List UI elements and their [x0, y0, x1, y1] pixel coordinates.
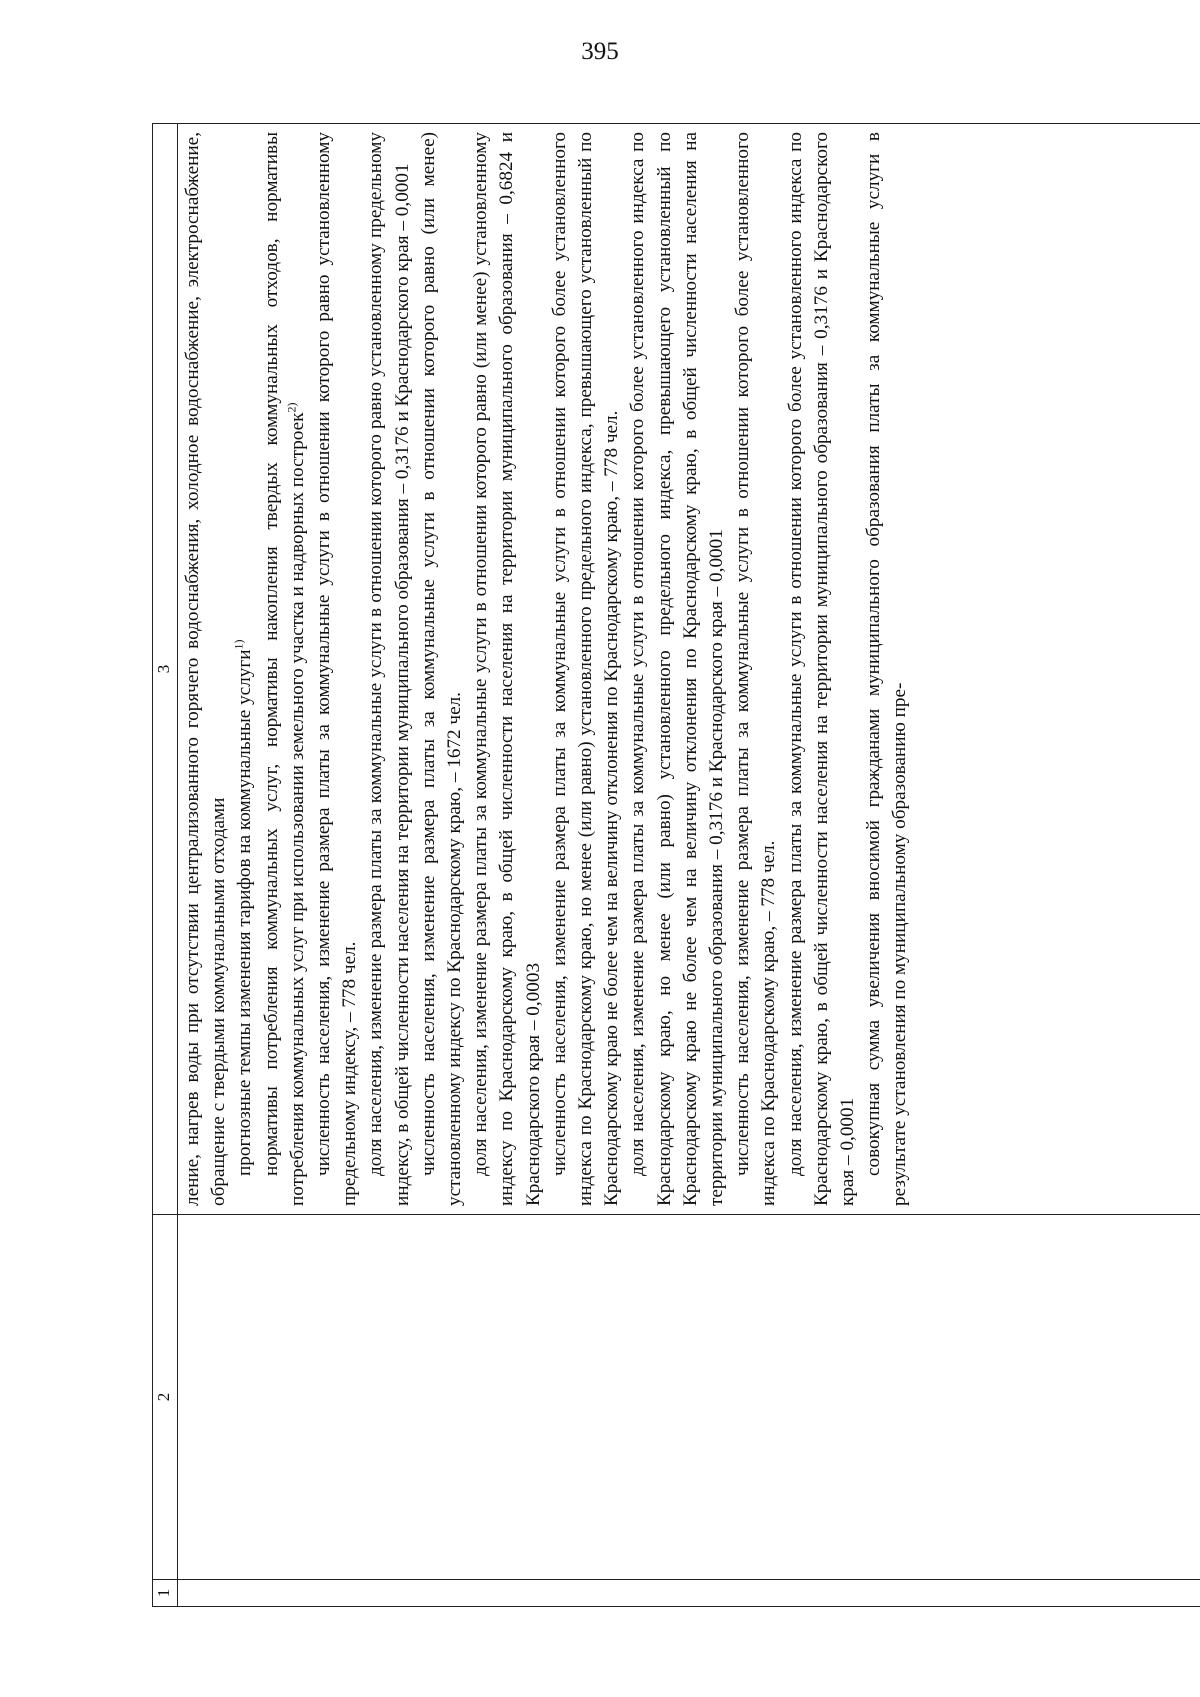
- text-paragraph: [625, 132, 730, 1206]
- text-paragraph: [783, 132, 862, 1206]
- header-col-2: 2: [153, 1215, 178, 1580]
- header-col-1: 1: [153, 1580, 178, 1607]
- cell-col-2: [178, 1215, 1200, 1580]
- text-paragraph: [232, 132, 258, 1206]
- paragraph-text: доля населения, изменение размера платы за коммунальные услуги в отношении которого более установленного индекса по Краснодарскому краю, но менее (или равно) установленного предельного индекса, превышающего установленный по Краснодарскому краю не более чем на величину отклонения по Краснодарскому краю, в общей численности населения на территории муниципального образования – 0,3176 и Краснодарского края – 0,0001: [627, 132, 728, 1206]
- text-paragraph: [730, 132, 782, 1206]
- text-paragraph: [861, 132, 913, 1206]
- paragraph-text: доля населения, изменение размера платы за коммунальные услуги в отношении которого равно установленному предельному индексу, в общей численности населения на территории муниципального образования – 0,3176 и Краснодарского края – 0,0001: [365, 132, 413, 1206]
- text-paragraph: [547, 132, 626, 1206]
- text-paragraph: [416, 132, 468, 1206]
- table-header-row: [153, 124, 178, 1607]
- paragraph-text: численность населения, изменение размера платы за коммунальные услуги в отношении которого более установленного индекса по Краснодарскому краю, – 778 чел.: [732, 132, 780, 1206]
- table-row: [178, 124, 1200, 1607]
- rotated-table-container: [152, 127, 1200, 1607]
- paragraph-text: численность населения, изменение размера платы за коммунальные услуги в отношении которого равно установленному предельному индексу, – 778 чел.: [313, 132, 361, 1206]
- paragraph-text: численность населения, изменение размера платы за коммунальные услуги в отношении которого более установленного индекса по Краснодарскому краю, но менее (или равно) установленного предельного индекса, превышающего установленный по Краснодарскому краю не более чем на величину отклонения по Краснодарскому краю, – 778 чел.: [548, 132, 623, 1206]
- text-paragraph: [311, 132, 363, 1206]
- paragraph-text: прогнозные темпы изменения тарифов на коммунальные услуги: [234, 649, 256, 1176]
- text-paragraph: [180, 132, 232, 1206]
- text-paragraph: [363, 132, 415, 1206]
- paragraph-text: доля населения, изменение размера платы за коммунальные услуги в отношении которого более установленного индекса по Краснодарскому краю, в общей численности населения на территории муниципального образования – 0,3176 и Краснодарского края – 0,0001: [784, 132, 859, 1206]
- paragraph-text: совокупная сумма увеличения вносимой гражданами муниципального образования платы за коммунальные услуги в результате установления по муниципальному образованию пре-: [863, 132, 911, 1206]
- page-number: 395: [581, 38, 619, 65]
- footnote-marker: 2): [284, 402, 299, 413]
- paragraph-text: численность населения, изменение размера платы за коммунальные услуги в отношении которого равно (или менее) установленному индексу по Краснодарскому краю, – 1672 чел.: [417, 132, 466, 1206]
- cell-col-3: [178, 124, 1200, 1215]
- data-table: [152, 123, 1200, 1607]
- paragraph-text: нормативы потребления коммунальных услуг, нормативы накопления твердых коммунальных отходов, нормативы потребления коммунальных услуг при использовании земельного участка и надворных построек: [260, 132, 308, 1206]
- paragraph-text: доля населения, изменение размера платы за коммунальные услуги в отношении которого равно (или менее) установленному индексу по Краснодарскому краю, в общей численности населения на территории муниципального образования – 0,6824 и Краснодарского края – 0,0003: [470, 132, 544, 1206]
- text-paragraph: [468, 132, 547, 1206]
- paragraph-text: ление, нагрев воды при отсутствии централизованного горячего водоснабжения, холодное водоснабжение, электроснабжение, обращение с твердыми коммунальными отходами: [182, 132, 230, 1206]
- cell-col-1: [178, 1580, 1200, 1607]
- text-paragraph: [259, 132, 311, 1206]
- header-col-3: 3: [153, 124, 178, 1215]
- footnote-marker: 1): [232, 639, 247, 650]
